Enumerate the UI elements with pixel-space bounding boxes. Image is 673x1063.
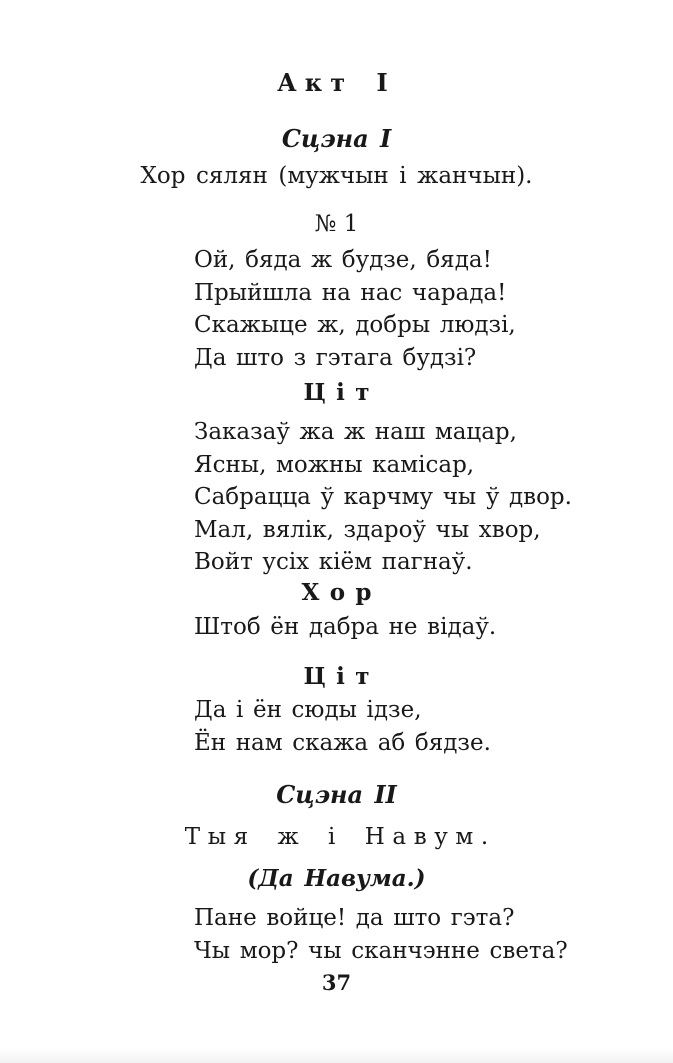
- stanza-3: [194, 694, 633, 759]
- verse-line: Ён нам скажа аб бядзе.: [194, 729, 491, 756]
- scene2-title: Сцэна II: [276, 780, 397, 809]
- stanza-2: [194, 416, 633, 579]
- page-number: 37: [321, 970, 352, 995]
- verse-line: Да што з гэтага будзі?: [194, 344, 477, 371]
- stage-direction: (Да Навума.): [247, 865, 426, 892]
- verse-line: Сабрацца ў карчму чы ў двор.: [194, 484, 572, 510]
- scene1-title: Сцэна I: [281, 124, 392, 153]
- verse-line: Ясны, можны камісар,: [194, 451, 475, 478]
- chorus-line: [194, 611, 633, 644]
- stanza-4: [194, 902, 633, 967]
- act-title: Акт I: [277, 68, 396, 97]
- scene2-cast-line: Тыя ж і Навум.: [184, 824, 496, 850]
- speaker-hor: Хор: [301, 579, 382, 606]
- verse-line: Мал, вялік, здароў чы хвор,: [194, 516, 541, 543]
- verse-line: Да і ён сюды ідзе,: [194, 697, 422, 723]
- verse-line: Штоб ён дабра не відаў.: [194, 614, 497, 640]
- verse-line: Прыйшла на нас чарада!: [194, 279, 507, 306]
- verse-line: Заказаў жа ж наш мацар,: [194, 419, 517, 445]
- verse-line: Пане войце! да што гэта?: [194, 905, 515, 931]
- speaker-cit-2: Ціт: [303, 663, 380, 690]
- verse-line: Скажыце ж, добры людзі,: [194, 312, 516, 338]
- verse-line: Войт усіх кіём пагнаў.: [194, 549, 473, 575]
- scene1-cast-line: Хор сялян (мужчын і жанчын).: [140, 163, 533, 189]
- verse-line: Чы мор? чы сканчэнне света?: [194, 937, 568, 964]
- verse-line: Ой, бяда ж будзе, бяда!: [194, 247, 492, 273]
- stanza-1: [194, 244, 633, 374]
- song-number: № 1: [314, 211, 359, 237]
- speaker-cit-1: Ціт: [303, 379, 380, 406]
